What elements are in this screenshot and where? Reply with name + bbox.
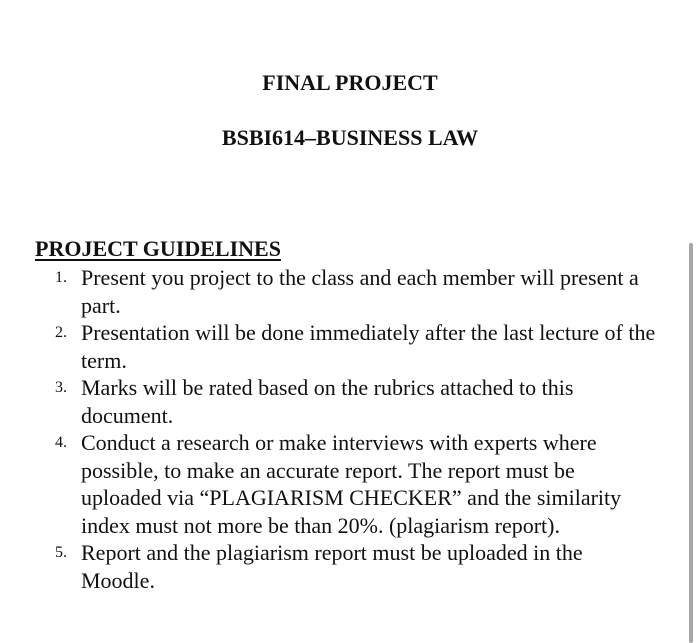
course-title: BSBI614–BUSINESS LAW — [221, 125, 479, 150]
list-item-text: Conduct a research or make interviews with experts where possible, to make an accurate report. The report must be uploaded via “PLAGIARISM CHECKER” and the similarity index must not more be than 20%. (plagiarism report). — [81, 430, 622, 538]
list-number: 3. — [55, 379, 67, 396]
guidelines-list — [0, 264, 660, 594]
list-number: 5. — [55, 544, 67, 561]
vertical-scrollbar[interactable] — [689, 243, 693, 643]
list-item — [0, 539, 660, 594]
list-item-text: Presentation will be done immediately after the last lecture of the term. — [81, 320, 656, 373]
list-number: 4. — [55, 434, 67, 451]
list-item — [0, 374, 660, 429]
section-heading: PROJECT GUIDELINES — [35, 236, 281, 261]
document-title: FINAL PROJECT — [262, 70, 438, 95]
list-item-text: Report and the plagiarism report must be uploaded in the Moodle. — [81, 540, 583, 593]
list-number: 1. — [55, 269, 67, 286]
list-item — [0, 429, 660, 539]
list-item-text: Present you project to the class and each member will present a part. — [81, 265, 639, 318]
list-item-text: Marks will be rated based on the rubrics attached to this document. — [81, 375, 574, 428]
list-item — [0, 264, 660, 319]
list-number: 2. — [55, 324, 67, 341]
list-item — [0, 319, 660, 374]
